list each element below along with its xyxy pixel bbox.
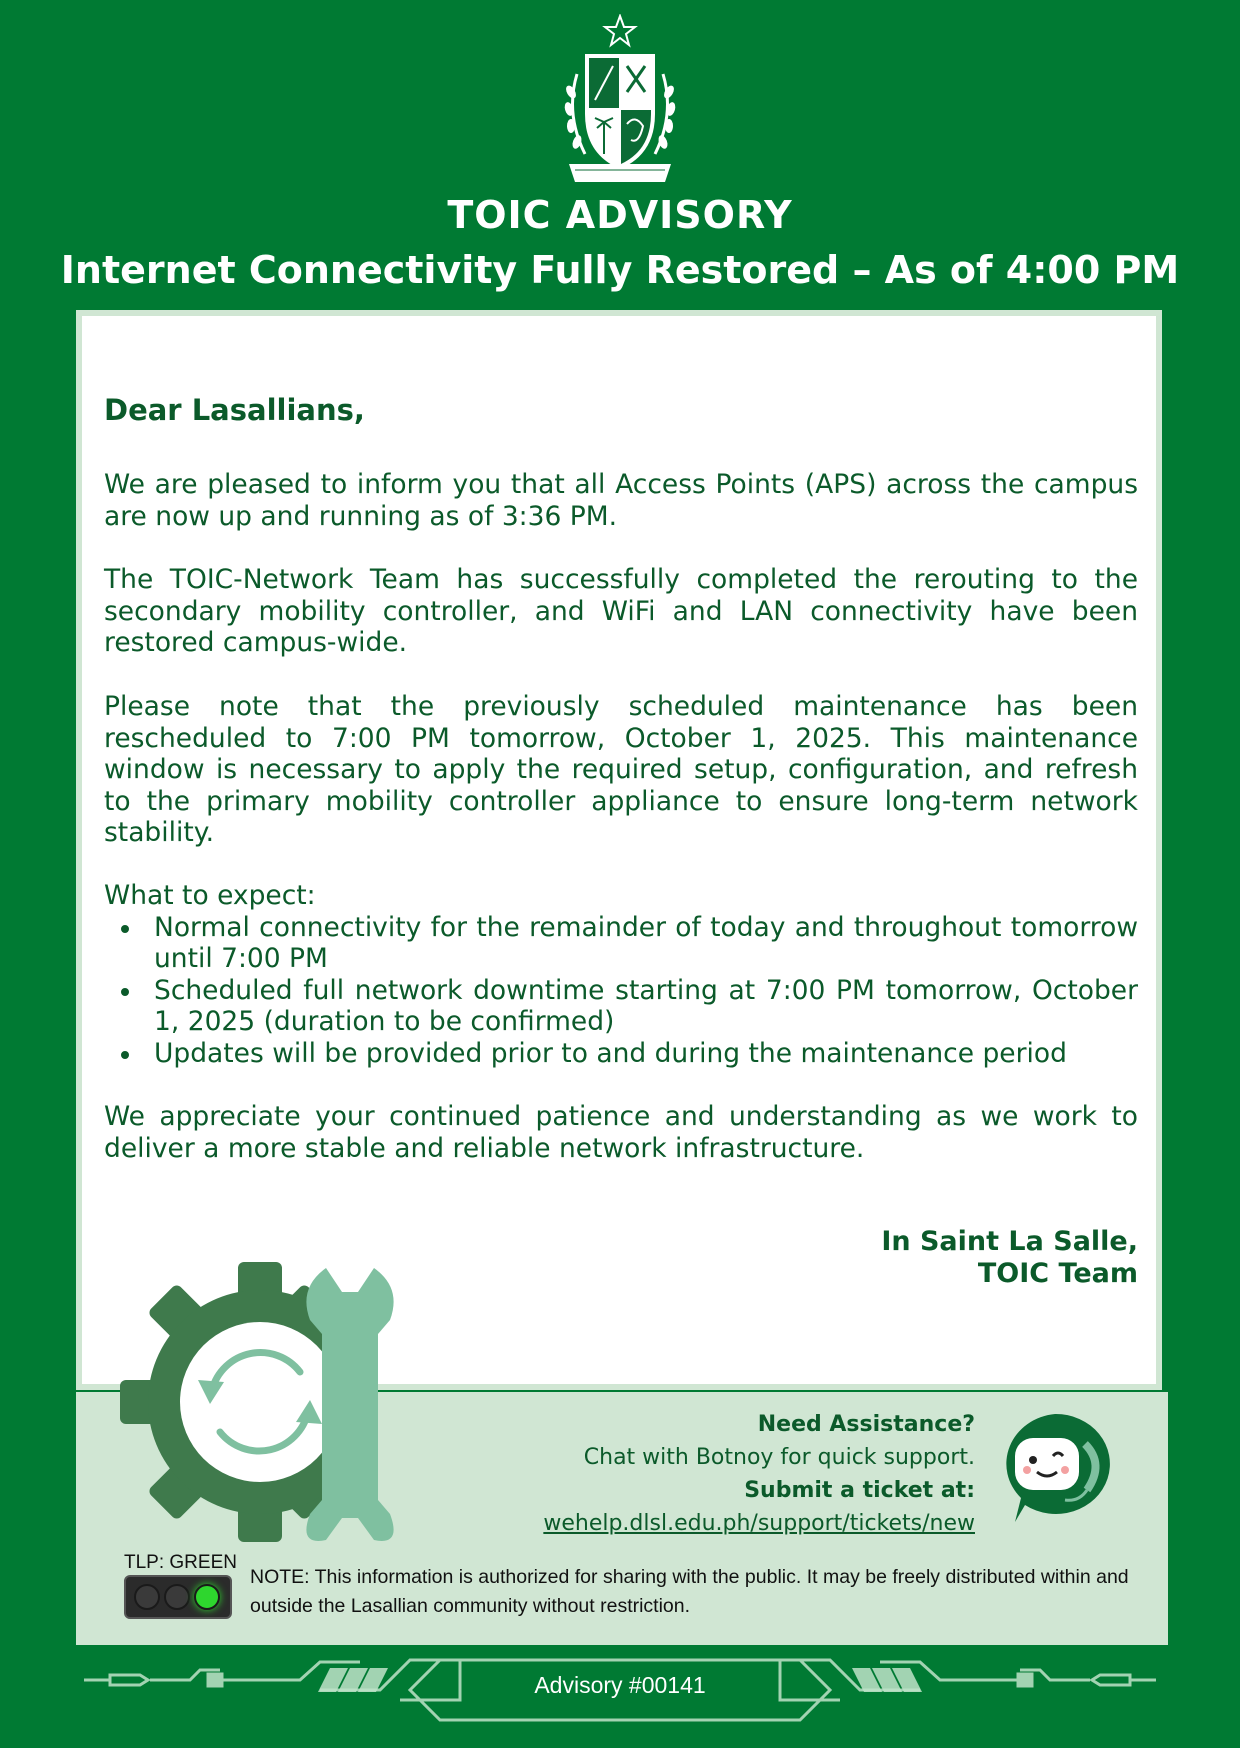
chat-botnoy-text: Chat with Botnoy for quick support. xyxy=(583,1445,975,1470)
list-item: Updates will be provided prior to and during the maintenance period xyxy=(154,1038,1138,1070)
list-item: Normal connectivity for the remainder of today and throughout tomorrow until 7:00 PM xyxy=(154,911,1138,974)
assistance-heading: Need Assistance? xyxy=(757,1412,975,1437)
paragraph-maintenance xyxy=(104,691,1138,849)
list-item: Scheduled full network downtime starting at 7:00 PM tomorrow, October 1, 2025 (duration to be confirmed) xyxy=(154,974,1138,1037)
expect-list xyxy=(104,912,1138,1070)
advisory-subtitle: Internet Connectivity Fully Restored – As of 4:00 PM xyxy=(60,248,1180,292)
paragraph-2-text: The TOIC-Network Team has successfully completed the rerouting to the secondary mobility controller, and WiFi and LAN connectivity have been restored campus-wide. xyxy=(104,564,1138,658)
gear-wrench-icon xyxy=(120,1262,410,1542)
sharing-note: NOTE: This information is authorized for sharing with the public. It may be freely distributed within and outside the Lasallian community without restriction. xyxy=(250,1566,1129,1617)
expect-heading: What to expect: xyxy=(104,880,316,911)
traffic-light-icon xyxy=(124,1575,232,1619)
tlp-label: TLP: GREEN xyxy=(124,1552,237,1573)
chatbot-icon xyxy=(995,1410,1115,1526)
tlp-amber-light xyxy=(164,1584,190,1610)
closing-text: We appreciate your continued patience and understanding as we work to deliver a more stable and reliable network infrastructure. xyxy=(104,1101,1138,1164)
paragraph-closing xyxy=(104,1101,1138,1164)
what-to-expect-section xyxy=(104,880,1138,1069)
paragraph-1-text: We are pleased to inform you that all Access Points (APS) across the campus are now up and running as of 3:36 PM. xyxy=(104,469,1138,532)
school-crest-logo xyxy=(555,14,685,194)
paragraph-rerouting xyxy=(104,564,1138,659)
ticket-label: Submit a ticket at: xyxy=(744,1478,975,1503)
paragraph-aps-restored xyxy=(104,469,1138,532)
signoff-line-1: In Saint La Salle, xyxy=(881,1226,1138,1257)
tlp-green-light xyxy=(194,1584,220,1610)
signoff xyxy=(881,1226,1138,1290)
advisory-number: Advisory #00141 xyxy=(534,1672,706,1698)
advisory-title: TOIC ADVISORY xyxy=(447,193,793,237)
assistance-info xyxy=(543,1408,975,1540)
paragraph-3-text: Please note that the previously scheduled maintenance has been rescheduled to 7:00 PM tomorrow, October 1, 2025. This maintenance window is necessary to apply the required setup, configuration, and refresh to the primary mobility controller appliance to ensure long-term network stability. xyxy=(104,691,1138,848)
ticket-link[interactable]: wehelp.dlsl.edu.ph/support/tickets/new xyxy=(543,1511,975,1536)
greeting: Dear Lasallians, xyxy=(104,393,365,427)
signoff-line-2: TOIC Team xyxy=(977,1258,1138,1289)
tlp-red-light xyxy=(134,1584,160,1610)
